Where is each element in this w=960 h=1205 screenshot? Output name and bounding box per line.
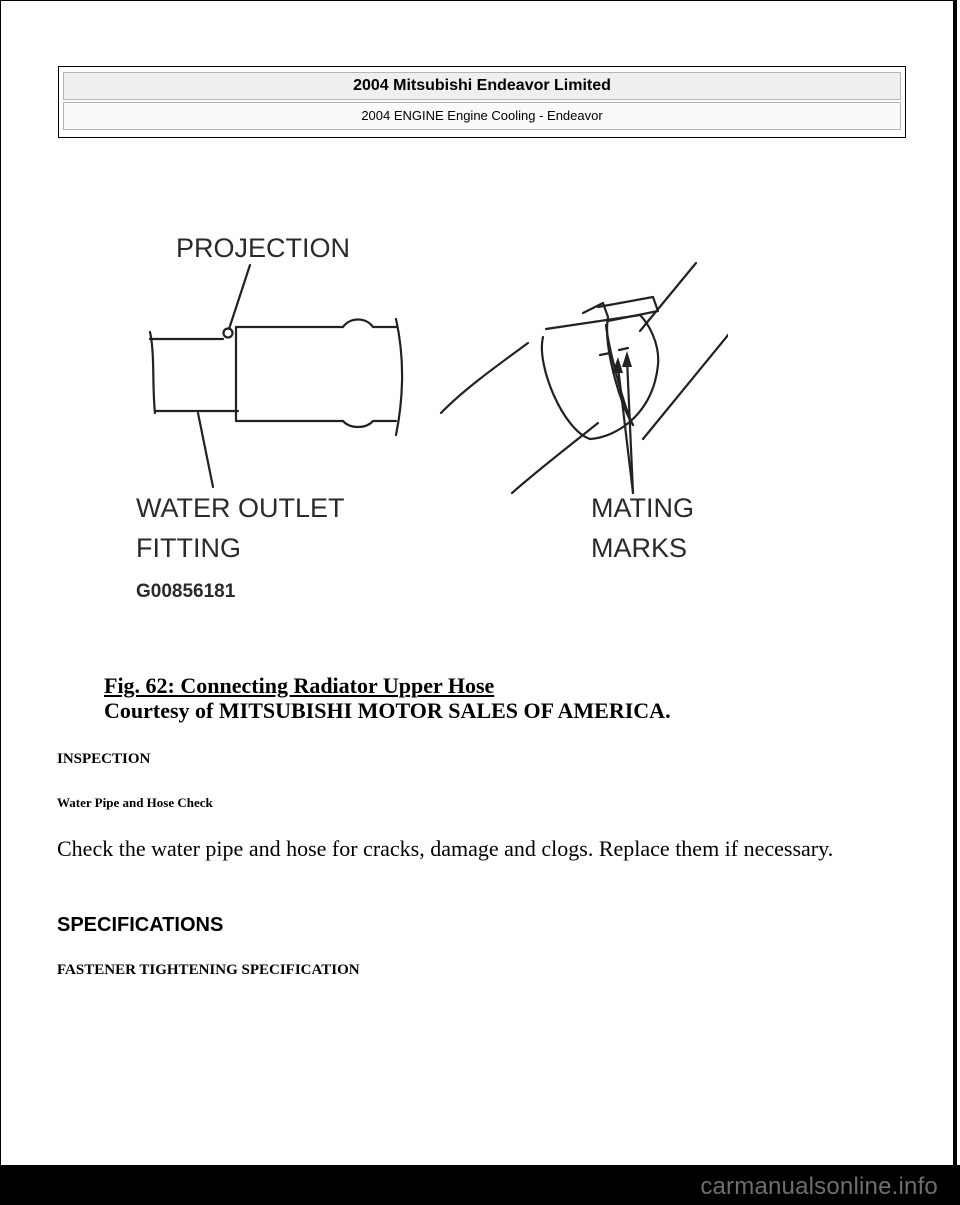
inspection-paragraph: Check the water pipe and hose for cracks, damage and clogs. Replace them if necessary. (57, 836, 834, 861)
document-header (58, 66, 906, 138)
water-pipe-check-heading: Water Pipe and Hose Check (57, 795, 213, 810)
figure-caption (104, 673, 671, 723)
section-subtitle: 2004 ENGINE Engine Cooling - Endeavor (63, 102, 901, 130)
page-border-top (0, 0, 957, 1)
figure-courtesy: Courtesy of MITSUBISHI MOTOR SALES OF AMERICA. (104, 698, 671, 723)
vehicle-title: 2004 Mitsubishi Endeavor Limited (63, 72, 901, 100)
marks-label: MARKS (591, 533, 688, 563)
fitting-label: FITTING (136, 533, 241, 563)
water-outlet-label: WATER OUTLET (136, 493, 345, 523)
mating-label: MATING (591, 493, 694, 523)
figure-code-label: G00856181 (136, 581, 236, 602)
fastener-spec-heading: FASTENER TIGHTENING SPECIFICATION (57, 962, 360, 978)
radiator-hose-figure (128, 225, 728, 615)
projection-label: PROJECTION (176, 233, 351, 263)
inspection-heading: INSPECTION (57, 751, 151, 767)
page-border-left (0, 0, 1, 1165)
figure-title-link[interactable]: Fig. 62: Connecting Radiator Upper Hose (104, 673, 495, 698)
watermark-text: carmanualsonline.info (700, 1173, 938, 1200)
page-border-right (953, 0, 957, 1165)
specifications-heading: SPECIFICATIONS (57, 914, 224, 936)
hose-illustration (128, 225, 728, 615)
